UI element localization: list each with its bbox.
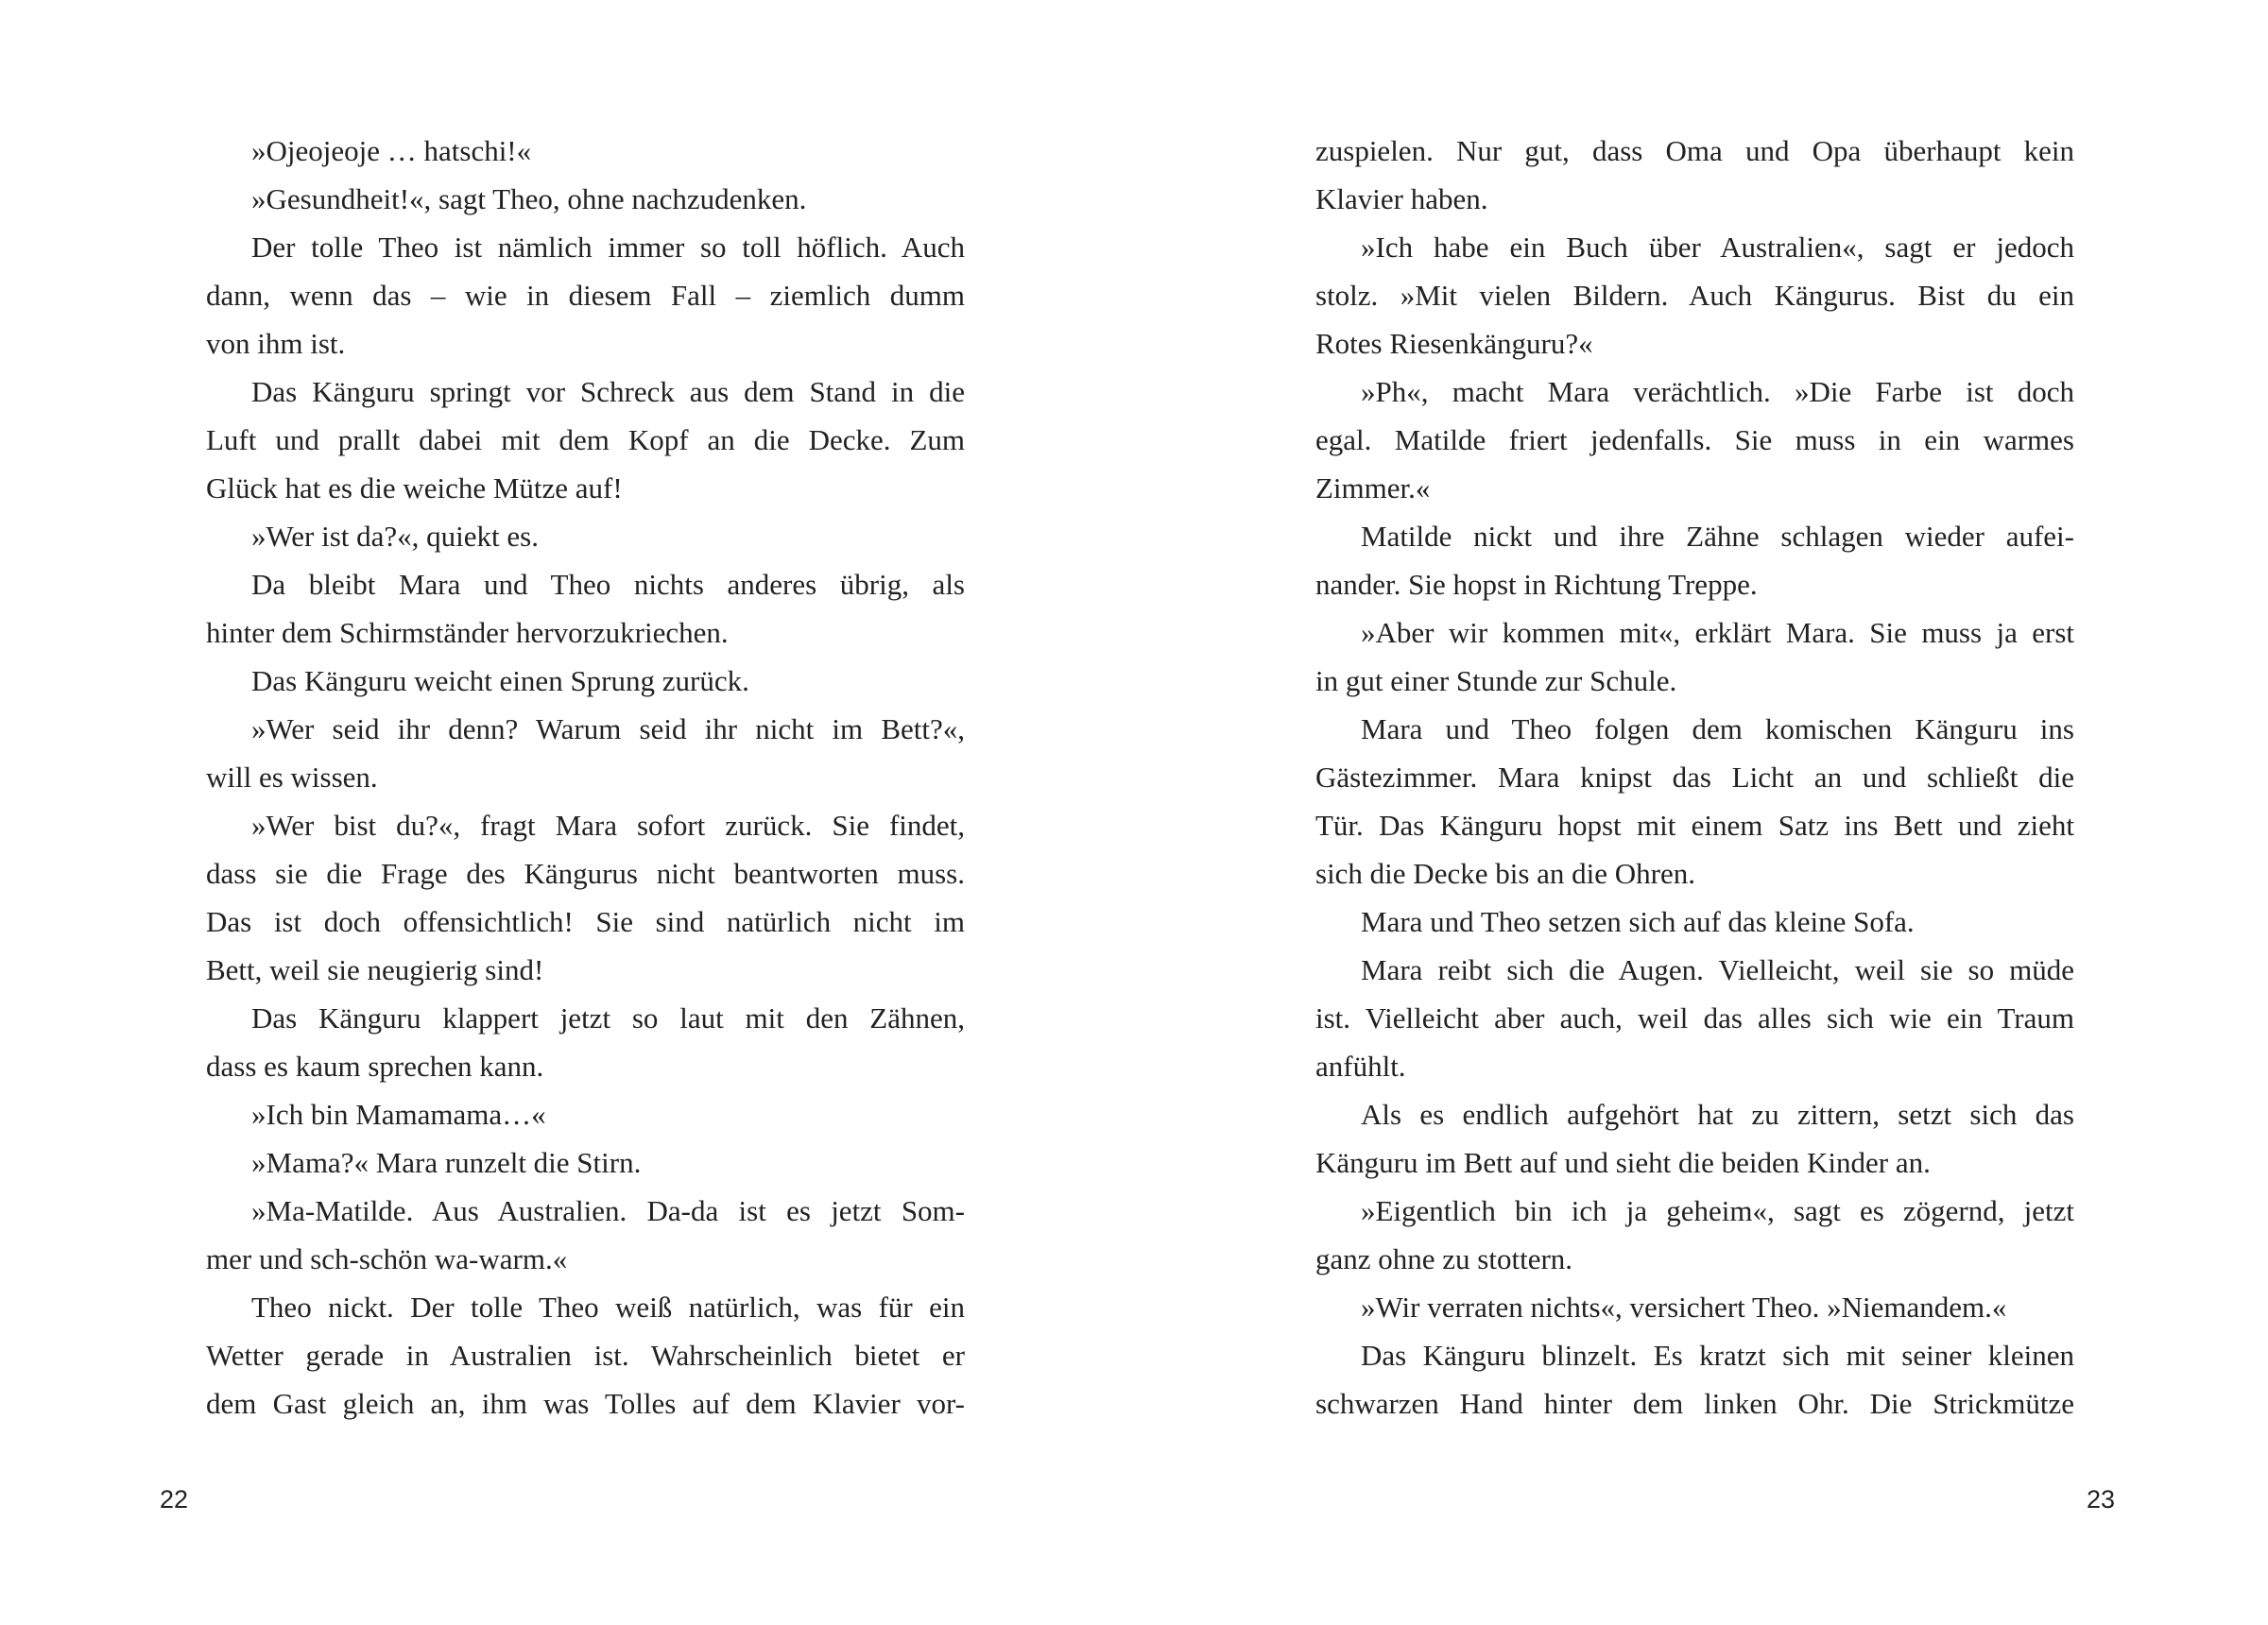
- text-line: ist. Vielleicht aber auch, weil das alles sich wie ein Traum: [1315, 1001, 2074, 1035]
- text-line: Als es endlich aufgehört hat zu zittern, setzt sich das: [1361, 1098, 2074, 1131]
- text-line: von ihm ist.: [206, 327, 346, 360]
- text-line: ganz ohne zu stottern.: [1315, 1242, 1573, 1275]
- text-line: »Ojeojeoje … hatschi!«: [251, 134, 532, 167]
- text-line: in gut einer Stunde zur Schule.: [1315, 664, 1677, 697]
- text-line: Das Känguru blinzelt. Es kratzt sich mit seiner kleinen: [1361, 1339, 2074, 1372]
- text-line: »Ich bin Mamamama…«: [251, 1098, 546, 1131]
- text-line: dem Gast gleich an, ihm was Tolles auf dem Klavier vor-: [206, 1387, 965, 1420]
- text-line: »Wer bist du?«, fragt Mara sofort zurück. Sie findet,: [251, 809, 965, 842]
- text-line: Luft und prallt dabei mit dem Kopf an die Decke. Zum: [206, 423, 965, 456]
- text-line: will es wissen.: [206, 761, 378, 794]
- text-line: Bett, weil sie neugierig sind!: [206, 953, 544, 986]
- text-line: Wetter gerade in Australien ist. Wahrscheinlich bietet er: [206, 1339, 965, 1372]
- text-line: Mara und Theo folgen dem komischen Känguru ins: [1361, 712, 2074, 745]
- text-line: schwarzen Hand hinter dem linken Ohr. Die Strickmütze: [1315, 1387, 2074, 1420]
- page-number-right: 23: [2087, 1485, 2116, 1514]
- text-line: Klavier haben.: [1315, 182, 1488, 215]
- right-page-text: [1315, 127, 2074, 1428]
- text-line: Glück hat es die weiche Mütze auf!: [206, 471, 623, 505]
- text-line: Matilde nickt und ihre Zähne schlagen wieder aufei-: [1361, 520, 2074, 553]
- text-line: zuspielen. Nur gut, dass Oma und Opa überhaupt kein: [1315, 134, 2074, 167]
- text-line: egal. Matilde friert jedenfalls. Sie muss in ein warmes: [1315, 423, 2074, 456]
- text-line: mer und sch-schön wa-warm.«: [206, 1242, 568, 1275]
- text-line: Mara und Theo setzen sich auf das kleine Sofa.: [1361, 905, 1915, 938]
- text-line: hinter dem Schirmständer hervorzukriechen.: [206, 616, 729, 649]
- text-line: »Aber wir kommen mit«, erklärt Mara. Sie muss ja erst: [1361, 616, 2074, 649]
- left-page-text: [206, 127, 965, 1428]
- text-line: dass es kaum sprechen kann.: [206, 1050, 544, 1083]
- text-line: »Ph«, macht Mara verächtlich. »Die Farbe ist doch: [1361, 375, 2074, 408]
- text-line: »Wer ist da?«, quiekt es.: [251, 520, 539, 553]
- text-line: Känguru im Bett auf und sieht die beiden Kinder an.: [1315, 1146, 1931, 1179]
- text-line: stolz. »Mit vielen Bildern. Auch Kängurus. Bist du ein: [1315, 279, 2074, 312]
- text-line: Rotes Riesenkänguru?«: [1315, 327, 1593, 360]
- text-line: sich die Decke bis an die Ohren.: [1315, 857, 1696, 890]
- text-line: nander. Sie hopst in Richtung Treppe.: [1315, 568, 1758, 601]
- text-line: dass sie die Frage des Kängurus nicht beantworten muss.: [206, 857, 965, 890]
- page-number-left: 22: [160, 1485, 189, 1514]
- text-line: »Wir verraten nichts«, versichert Theo. »Niemandem.«: [1361, 1291, 2007, 1324]
- text-line: anfühlt.: [1315, 1050, 1406, 1083]
- text-line: Das Känguru klappert jetzt so laut mit den Zähnen,: [251, 1001, 965, 1035]
- text-line: Mara reibt sich die Augen. Vielleicht, weil sie so müde: [1361, 953, 2074, 986]
- text-line: Das ist doch offensichtlich! Sie sind natürlich nicht im: [206, 905, 965, 938]
- text-line: Das Känguru weicht einen Sprung zurück.: [251, 664, 749, 697]
- text-line: »Mama?« Mara runzelt die Stirn.: [251, 1146, 642, 1179]
- text-line: »Wer seid ihr denn? Warum seid ihr nicht im Bett?«,: [251, 712, 965, 745]
- text-line: Das Känguru springt vor Schreck aus dem Stand in die: [251, 375, 965, 408]
- text-line: Theo nickt. Der tolle Theo weiß natürlich, was für ein: [251, 1291, 965, 1324]
- text-line: Gästezimmer. Mara knipst das Licht an und schließt die: [1315, 761, 2074, 794]
- text-line: »Eigentlich bin ich ja geheim«, sagt es zögernd, jetzt: [1361, 1194, 2074, 1227]
- text-line: Da bleibt Mara und Theo nichts anderes übrig, als: [251, 568, 965, 601]
- text-line: Der tolle Theo ist nämlich immer so toll höflich. Auch: [251, 231, 965, 264]
- text-line: Zimmer.«: [1315, 471, 1431, 505]
- text-line: Tür. Das Känguru hopst mit einem Satz ins Bett und zieht: [1315, 809, 2074, 842]
- text-line: dann, wenn das – wie in diesem Fall – ziemlich dumm: [206, 279, 965, 312]
- text-line: »Ich habe ein Buch über Australien«, sagt er jedoch: [1361, 231, 2074, 264]
- text-line: »Gesundheit!«, sagt Theo, ohne nachzudenken.: [251, 182, 807, 215]
- text-line: »Ma-Matilde. Aus Australien. Da-da ist es jetzt Som-: [251, 1194, 965, 1227]
